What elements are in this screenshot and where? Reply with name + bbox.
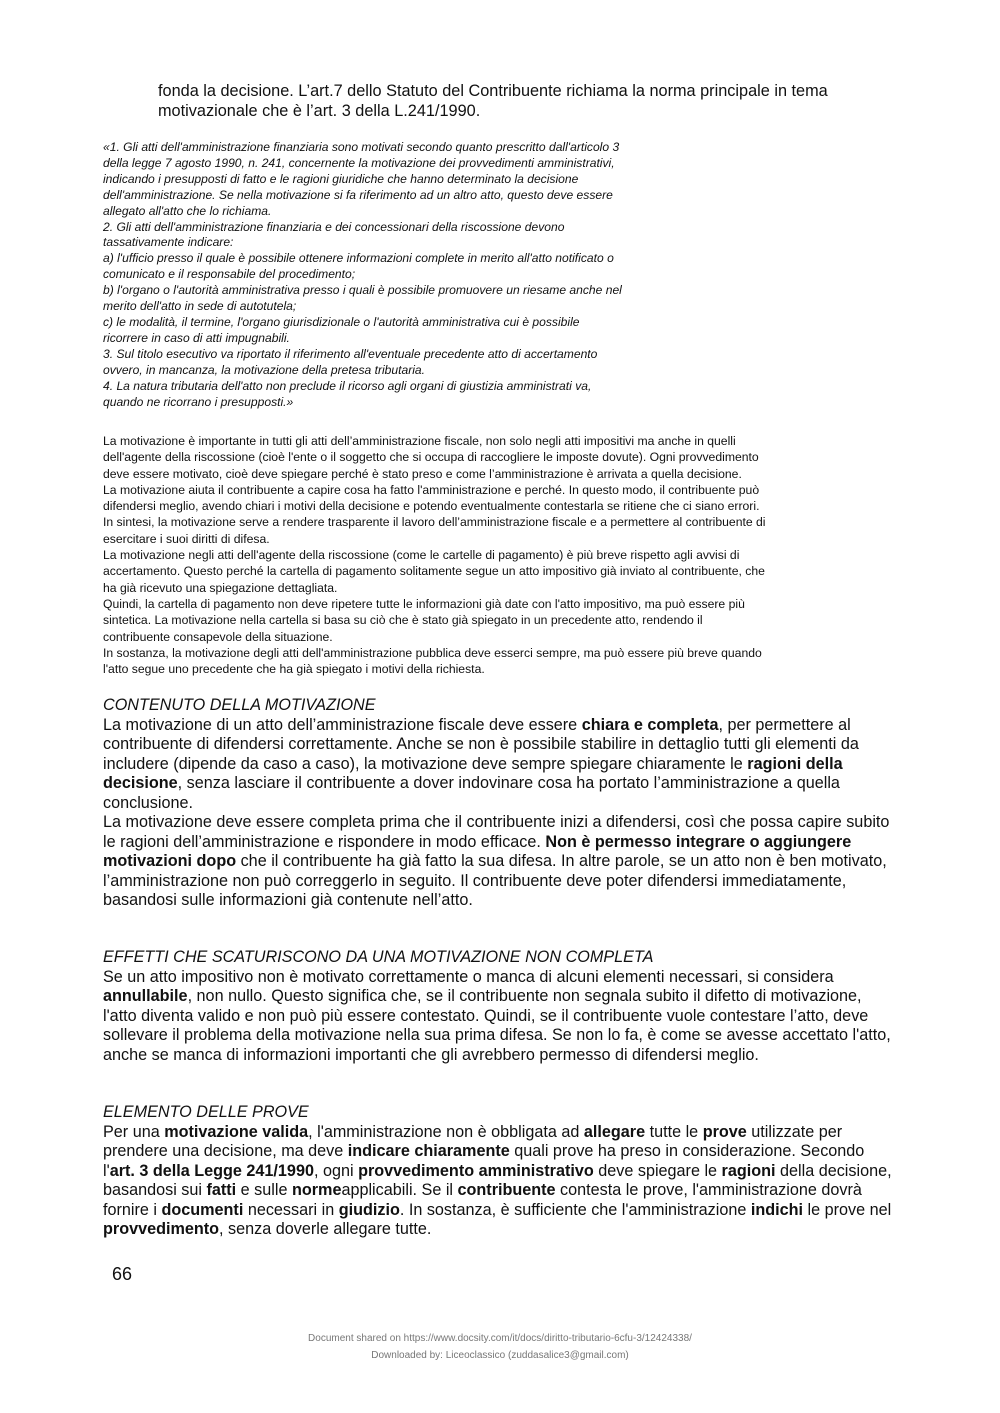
quote-line: tassativamente indicare: — [103, 235, 234, 250]
summary-line: difendersi meglio, avendo chiari i motivi della decisione e potendo eventualmente contestarla se ritiene che ci siano errori. — [103, 499, 760, 514]
intro-line: fonda la decisione. L’art.7 dello Statuto del Contribuente richiama la norma principale in tema — [158, 82, 828, 100]
quote-line: a) l'ufficio presso il quale è possibile ottenere informazioni complete in merito all'atto notificato o — [103, 251, 614, 266]
summary-line: contribuente consapevole della situazione. — [103, 629, 333, 644]
summary-line: dell'agente della riscossione (cioè l'ente o il soggetto che si occupa di raccogliere le imposte dovute). Ogni provvedimento — [103, 450, 759, 465]
quote-line: della legge 7 agosto 1990, n. 241, concernente la motivazione dei provvedimenti amministrativi, — [103, 155, 615, 170]
summary-line: La motivazione negli atti dell'agente della riscossione (come le cartelle di pagamento) è più breve rispetto agli avvisi di — [103, 548, 740, 563]
section-heading: ELEMENTO DELLE PROVE — [103, 1103, 309, 1121]
quote-line: «1. Gli atti dell'amministrazione finanziaria sono motivati secondo quanto prescritto dall'articolo 3 — [103, 140, 620, 154]
quote-line: comunicato e il responsabile del procedimento; — [103, 267, 356, 282]
quote-line: 4. La natura tributaria dell'atto non preclude il ricorso agli organi di giustizia amministrati va, — [103, 378, 592, 393]
summary-paragraph — [103, 433, 903, 677]
section-heading: CONTENUTO DELLA MOTIVAZIONE — [103, 696, 376, 714]
summary-line: Quindi, la cartella di pagamento non deve ripetere tutte le informazioni già date con l'atto impositivo, ma può essere più — [103, 596, 745, 611]
summary-line: ha già ricevuto una spiegazione dettagliata. — [103, 580, 338, 595]
quote-line: indicando i presupposti di fatto e le ragioni giuridiche che hanno determinato la decisione — [103, 171, 579, 186]
quote-line: merito dell'atto in sede di autotutela; — [103, 299, 297, 314]
law-quote — [103, 140, 743, 410]
quote-line: 3. Sul titolo esecutivo va riportato il riferimento all'eventuale precedente atto di accertamento — [103, 346, 598, 361]
section-paragraph: Per una motivazione valida, l'amministrazione non è obbligata ad allegare tutte le prove utilizzate per prendere una decisione, ma deve indicare chiaramente quali prove ha preso in considerazione. Secondo l'art. 3 della Legge 241/1990, ogni provvedimento amministrativo deve spiegare le ragioni della decisione, basandosi sui fatti e sulle normeapplicabili. Se il contribuente contesta le prove, l'amministrazione dovrà fornire i documenti necessari in giudizio. In sostanza, è sufficiente che l'amministrazione indichi le prove nel provvedimento, senza doverle allegare tutte. — [103, 1122, 892, 1238]
section-paragraph: Se un atto impositivo non è motivato correttamente o manca di alcuni elementi necessari, si considera annullabile, non nullo. Questo significa che, se il contribuente non segnala subito il difetto di motivazione, l'atto diventa valido e non può più essere contestato. Quindi, se il contribuente vuole contestare l’atto, deve sollevare il problema della motivazione nella sua prima difesa. Se non lo fa, è come se avesse accettato l'atto, anche se manca di informazioni importanti che gli avrebbero permesso di difendersi meglio. — [103, 967, 891, 1064]
summary-line: La motivazione è importante in tutti gli atti dell’amministrazione fiscale, non solo negli atti impositivi ma anche in quelli — [103, 434, 736, 448]
quote-line: c) le modalità, il termine, l'organo giurisdizionale o l'autorità amministrativa cui è possibile — [103, 314, 580, 329]
summary-line: accertamento. Questo perché la cartella di pagamento solitamente segue un atto impositivo già inviato al contribuente, che — [103, 564, 765, 579]
summary-line: La motivazione aiuta il contribuente a capire cosa ha fatto l'amministrazione e perché. In questo modo, il contribuente può — [103, 482, 760, 497]
summary-line: l'atto segue uno precedente che ha già spiegato i motivi della richiesta. — [103, 662, 485, 677]
summary-line: sintetica. La motivazione nella cartella si basa su ciò che è stato già spiegato in un precedente atto, rendendo il — [103, 613, 703, 628]
section-effetti — [103, 948, 893, 1065]
section-contenuto — [103, 696, 893, 911]
footer-downloaded-by: Downloaded by: Liceoclassico (zuddasalice3@gmail.com) — [371, 1350, 629, 1361]
footer-shared-link[interactable]: Document shared on https://www.docsity.com/it/docs/diritto-tributario-6cfu-3/12424338/ — [308, 1333, 692, 1344]
quote-line: quando ne ricorrano i presupposti.» — [103, 394, 294, 409]
intro-paragraph — [158, 82, 898, 121]
quote-line: dell'amministrazione. Se nella motivazione si fa riferimento ad un altro atto, questo deve essere — [103, 187, 613, 202]
summary-line: In sintesi, la motivazione serve a rendere trasparente il lavoro dell’amministrazione fiscale e a permettere al contribuente di — [103, 515, 766, 530]
quote-line: b) l'organo o l'autorità amministrativa presso i quali è possibile promuovere un riesame anche nel — [103, 283, 622, 298]
summary-line: deve essere motivato, cioè deve spiegare perché è stato preso e come l’amministrazione è arrivata a quella decisione. — [103, 466, 742, 481]
page-number: 66 — [112, 1264, 133, 1284]
section-heading: EFFETTI CHE SCATURISCONO DA UNA MOTIVAZIONE NON COMPLETA — [103, 948, 654, 966]
section-prove — [103, 1103, 893, 1240]
quote-line: 2. Gli atti dell'amministrazione finanziaria e dei concessionari della riscossione devono — [103, 219, 565, 234]
quote-line: ricorrere in caso di atti impugnabili. — [103, 330, 290, 345]
quote-line: ovvero, in mancanza, la motivazione della pretesa tributaria. — [103, 362, 425, 377]
section-paragraph: La motivazione di un atto dell’amministrazione fiscale deve essere chiara e completa, per permettere al contribuente di difendersi correttamente. Anche se non è possibile stabilire in dettaglio tutti gli elementi da includere (dipende da caso a caso), la motivazione deve sempre spiegare chiaramente le ragioni della decisione, senza lasciare il contribuente a dover indovinare cosa ha portato l’amministrazione a quella conclusione. — [103, 715, 859, 812]
section-paragraph: La motivazione deve essere completa prima che il contribuente inizi a difendersi, così che possa capire subito le ragioni dell’amministrazione e rispondere in modo efficace. Non è permesso integrare o aggiungere motivazioni dopo che il contribuente ha già fatto la sua difesa. In altre parole, se un atto non è ben motivato, l’amministrazione non può correggerlo in seguito. Il contribuente deve poter difendersi immediatamente, basandosi sulle informazioni già contenute nell’atto. — [103, 813, 890, 909]
summary-line: In sostanza, la motivazione degli atti dell'amministrazione pubblica deve esserci sempre, ma può essere più breve quando — [103, 645, 762, 660]
intro-line: motivazionale che è l’art. 3 della L.241/1990. — [158, 101, 481, 120]
summary-line: esercitare i suoi diritti di difesa. — [103, 531, 270, 546]
quote-line: allegato all'atto che lo richiama. — [103, 203, 272, 218]
